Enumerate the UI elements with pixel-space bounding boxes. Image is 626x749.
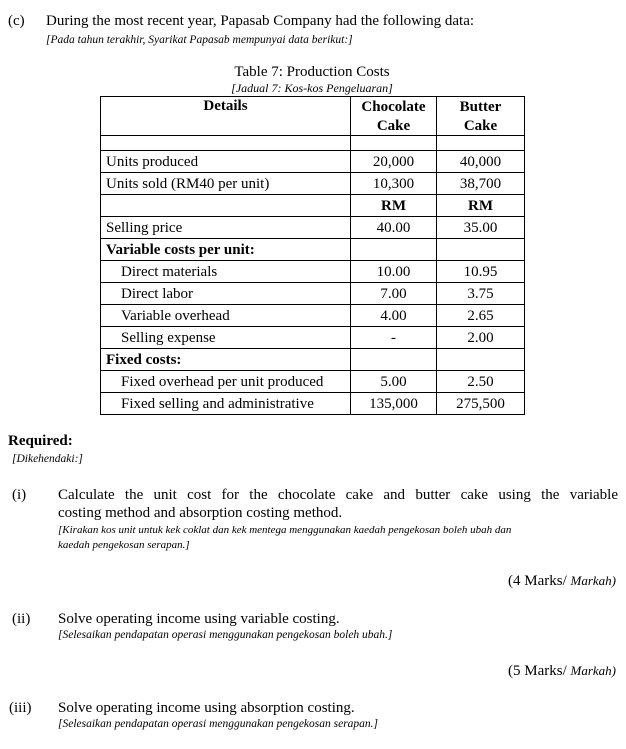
part-iii-number: (iii) xyxy=(9,700,32,716)
row-value-butter: 275,500 xyxy=(437,393,525,415)
row-label: Selling price xyxy=(101,217,351,239)
part-iii-translation: [Selesaikan pendapatan operasi menggunakan pengekosan serapan.] xyxy=(58,718,379,730)
row-label: Fixed overhead per unit produced xyxy=(101,371,351,393)
part-i-text-line1: Calculate the unit cost for the chocolate cake and butter cake using the variable xyxy=(58,487,618,503)
part-ii-number: (ii) xyxy=(12,611,31,627)
table-row xyxy=(101,305,525,327)
part-ii-marks xyxy=(508,662,616,680)
row-label: Units sold (RM40 per unit) xyxy=(101,173,351,195)
row-value-chocolate: 5.00 xyxy=(351,371,437,393)
row-value-chocolate: 10.00 xyxy=(351,261,437,283)
row-label: Fixed selling and administrative xyxy=(101,393,351,415)
row-value-butter: 2.50 xyxy=(437,371,525,393)
header-chocolate-line1: Chocolate xyxy=(351,97,437,117)
header-details: Details xyxy=(101,97,351,136)
table-header-row xyxy=(101,97,525,117)
table-row xyxy=(101,239,525,261)
row-value-butter: 10.95 xyxy=(437,261,525,283)
row-label: Direct materials xyxy=(101,261,351,283)
table-row xyxy=(101,327,525,349)
row-value-butter: 38,700 xyxy=(437,173,525,195)
part-ii-text: Solve operating income using variable costing. xyxy=(58,611,340,627)
table-row xyxy=(101,393,525,415)
row-value-chocolate: 135,000 xyxy=(351,393,437,415)
table-title: Table 7: Production Costs xyxy=(234,64,390,80)
table-row xyxy=(101,136,525,151)
header-chocolate-line2: Cake xyxy=(351,116,437,136)
row-value-butter: 3.75 xyxy=(437,283,525,305)
production-costs-table xyxy=(100,96,525,415)
row-value-butter: 2.00 xyxy=(437,327,525,349)
part-i-marks-text: (4 Marks/ xyxy=(508,573,567,589)
part-i-marks-translation: Markah) xyxy=(570,573,616,588)
table-row xyxy=(101,217,525,239)
table-row xyxy=(101,261,525,283)
table-row xyxy=(101,371,525,393)
table-row xyxy=(101,173,525,195)
part-ii-marks-text: (5 Marks/ xyxy=(508,663,567,679)
row-value-butter: 2.65 xyxy=(437,305,525,327)
part-i-number: (i) xyxy=(12,487,27,503)
row-value-chocolate: - xyxy=(351,327,437,349)
part-i-marks xyxy=(508,572,616,590)
part-iii-text: Solve operating income using absorption costing. xyxy=(58,700,355,716)
table-row xyxy=(101,283,525,305)
part-i-translation-line1: [Kirakan kos unit untuk kek coklat dan kek mentega menggunakan kaedah pengekosan boleh ubah dan xyxy=(58,524,512,536)
fixed-costs-heading: Fixed costs: xyxy=(101,349,351,371)
table-row xyxy=(101,195,525,217)
row-value-chocolate: 10,300 xyxy=(351,173,437,195)
table-subtitle: [Jadual 7: Kos-kos Pengeluaran] xyxy=(231,81,393,95)
row-label: Variable overhead xyxy=(101,305,351,327)
required-translation: [Dikehendaki:] xyxy=(12,453,83,465)
row-label: Direct labor xyxy=(101,283,351,305)
currency-butter: RM xyxy=(437,195,525,217)
variable-costs-heading: Variable costs per unit: xyxy=(101,239,351,261)
question-label: (c) xyxy=(8,13,25,29)
part-ii-marks-translation: Markah) xyxy=(570,663,616,678)
row-value-butter: 40,000 xyxy=(437,151,525,173)
row-value-butter: 35.00 xyxy=(437,217,525,239)
header-butter-line2: Cake xyxy=(437,116,525,136)
row-value-chocolate: 40.00 xyxy=(351,217,437,239)
part-i-text-line2: costing method and absorption costing method. xyxy=(58,505,343,521)
row-value-chocolate: 7.00 xyxy=(351,283,437,305)
row-label: Units produced xyxy=(101,151,351,173)
currency-chocolate: RM xyxy=(351,195,437,217)
required-heading: Required: xyxy=(8,433,73,449)
question-text: During the most recent year, Papasab Company had the following data: xyxy=(46,13,475,29)
table-row xyxy=(101,151,525,173)
row-value-chocolate: 4.00 xyxy=(351,305,437,327)
table-row xyxy=(101,349,525,371)
row-value-chocolate: 20,000 xyxy=(351,151,437,173)
part-ii-translation: [Selesaikan pendapatan operasi menggunakan pengekosan boleh ubah.] xyxy=(58,629,393,641)
part-i-translation-line2: kaedah pengekosan serapan.] xyxy=(58,539,190,551)
header-butter-line1: Butter xyxy=(437,97,525,117)
row-label: Selling expense xyxy=(101,327,351,349)
question-translation: [Pada tahun terakhir, Syarikat Papasab mempunyai data berikut:] xyxy=(46,34,353,46)
